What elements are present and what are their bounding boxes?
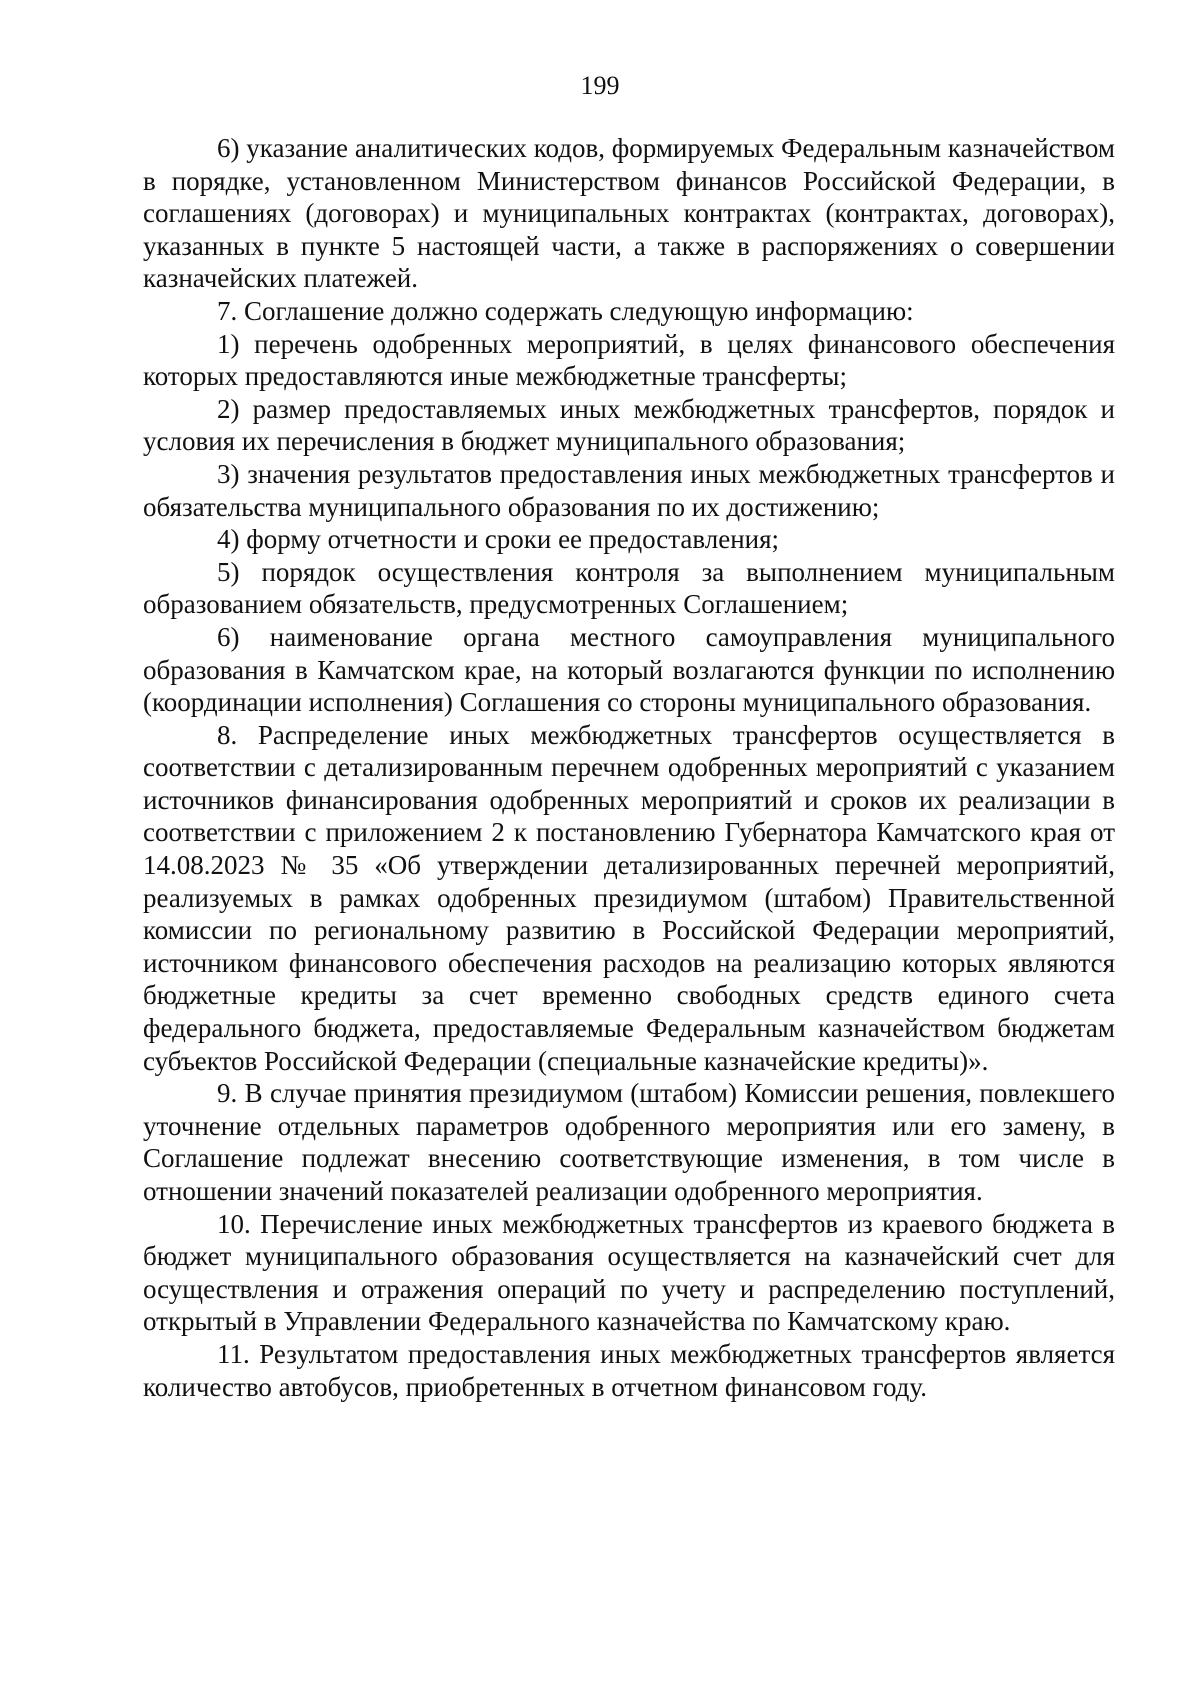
paragraph-7-item-2: 2) размер предоставляемых иных межбюджетных трансфертов, порядок и условия их перечисления в бюджет муниципального образования; (143, 393, 1115, 457)
paragraph-7-item-6: 6) наименование органа местного самоуправления муниципального образования в Камчатском крае, на который возлагаются функции по исполнению (координации исполнения) Соглашения со стороны муниципального образования. (143, 621, 1115, 718)
paragraph-10-transfer-account: 10. Перечисление иных межбюджетных трансфертов из краевого бюджета в бюджет муниципального образования осуществляется на казначейский счет для осуществления и отражения операций по учету и распределению поступлений, открытый в Управлении Федерального казначейства по Камчатскому краю. (143, 1208, 1115, 1337)
paragraph-7-item-1: 1) перечень одобренных мероприятий, в целях финансового обеспечения которых предоставляются иные межбюджетные трансферты; (143, 328, 1115, 392)
document-body (143, 132, 1115, 1403)
page-number: 199 (580, 71, 620, 100)
paragraph-item-6-analytic-codes: 6) указание аналитических кодов, формируемых Федеральным казначейством в порядке, установленном Министерством финансов Российской Федерации, в соглашениях (договорах) и муниципальных контрактах (контрактах, договорах), указанных в пункте 5 настоящей части, а также в распоряжениях о совершении казначейских платежей. (143, 133, 1115, 294)
paragraph-8-distribution: 8. Распределение иных межбюджетных трансфертов осуществляется в соответствии с детализированным перечнем одобренных мероприятий с указанием источников финансирования одобренных мероприятий и сроков их реализации в соответствии с приложением 2 к постановлению Губернатора Камчатского края от 14.08.2023 № 35 «Об утверждении детализированных перечней мероприятий, реализуемых в рамках одобренных президиумом (штабом) Правительственной комиссии по региональному развитию в Российской Федерации мероприятий, источником финансового обеспечения расходов на реализацию которых являются бюджетные кредиты за счет временно свободных средств единого счета федерального бюджета, предоставляемые Федеральным казначейством бюджетам субъектов Российской Федерации (специальные казначейские кредиты)». (143, 719, 1115, 1076)
paragraph-7-item-5: 5) порядок осуществления контроля за выполнением муниципальным образованием обязательств, предусмотренных Соглашением; (143, 556, 1115, 620)
paragraph-9-commission-decision: 9. В случае принятия президиумом (штабом) Комиссии решения, повлекшего уточнение отдельных параметров одобренного мероприятия или его замену, в Соглашение подлежат внесению соответствующие изменения, в том числе в отношении значений показателей реализации одобренного мероприятия. (143, 1078, 1115, 1206)
paragraph-11-result: 11. Результатом предоставления иных межбюджетных трансфертов является количество автобусов, приобретенных в отчетном финансовом году. (143, 1338, 1115, 1402)
paragraph-7-item-4: 4) форму отчетности и сроки ее предоставления; (217, 524, 780, 555)
paragraph-7-agreement-content: 7. Соглашение должно содержать следующую информацию: (217, 295, 914, 326)
paragraph-7-item-3: 3) значения результатов предоставления иных межбюджетных трансфертов и обязательства муниципального образования по их достижению; (143, 458, 1115, 522)
